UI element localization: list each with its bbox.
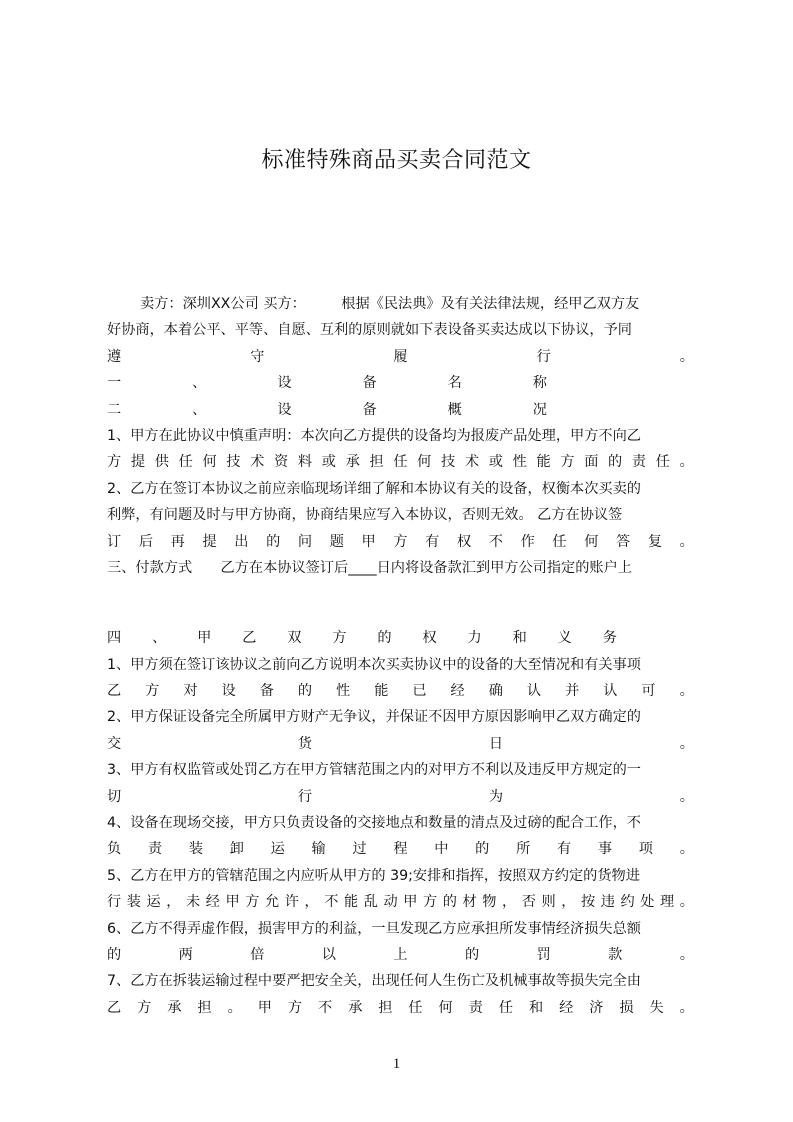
character: 能: [344, 894, 359, 911]
character: 罚: [536, 946, 551, 963]
character: ，: [304, 894, 319, 911]
character: 的: [297, 683, 313, 700]
character: 术: [250, 454, 265, 471]
character: 卸: [229, 841, 244, 858]
character: 项: [638, 841, 653, 858]
character: 四: [107, 630, 122, 647]
section-heading: [107, 397, 547, 423]
character: 设: [277, 375, 292, 392]
character: ，: [561, 894, 576, 911]
paragraph-line: [107, 995, 694, 1021]
character: 责: [468, 999, 483, 1016]
character: 任: [178, 454, 193, 471]
page-number: 1: [392, 1056, 401, 1072]
character: 有: [425, 533, 440, 550]
character: 。: [679, 894, 694, 911]
character: 方: [560, 454, 575, 471]
character: 乙: [242, 630, 257, 647]
character: 的: [377, 630, 392, 647]
character: 过: [352, 841, 367, 858]
character: 、: [192, 375, 207, 392]
character: 。: [679, 841, 694, 858]
character: 负: [107, 841, 122, 858]
character: 事: [597, 841, 613, 858]
character: 许: [284, 894, 299, 911]
character: 的: [442, 894, 457, 911]
paragraph-line: 1、甲方在此协议中慎重声明：本次向乙方提供的设备均为报废产品处理，甲方不向乙: [107, 427, 641, 444]
section-heading: [107, 370, 547, 396]
character: 有: [556, 841, 572, 858]
character: 甲: [225, 894, 240, 911]
character: 权: [456, 533, 472, 550]
character: 和: [528, 999, 544, 1016]
document-title: 标准特殊商品买卖合同范文: [261, 148, 532, 173]
character: 权: [422, 630, 437, 647]
paragraph-line: 7、乙方在拆装运输过程中要严把安全关，出现任何人生伤亡及机械事故等损失完全由: [107, 973, 641, 990]
character: 何: [417, 454, 432, 471]
character: 能: [374, 683, 389, 700]
character: 动: [383, 894, 398, 911]
character: 方: [145, 683, 160, 700]
character: 提: [202, 533, 217, 550]
character: 运: [270, 841, 285, 858]
character: 备: [362, 401, 377, 418]
paragraph-line: [107, 344, 694, 370]
paragraph-line: [107, 942, 694, 968]
character: 输: [311, 841, 326, 858]
character: 。: [679, 533, 694, 550]
paragraph-line: 4、设备在现场交接，甲方只负责设备的交接地点和数量的清点及过磅的配合工作，不: [107, 815, 641, 832]
character: 面: [584, 454, 599, 471]
character: 并: [565, 683, 580, 700]
character: 乱: [363, 894, 378, 911]
character: 未: [186, 894, 201, 911]
character: 所: [516, 841, 531, 858]
character: 违: [600, 894, 615, 911]
character: 两: [178, 946, 193, 963]
character: 任: [498, 999, 514, 1016]
character: 作: [520, 533, 535, 550]
character: 订: [107, 533, 122, 550]
character: 程: [393, 841, 408, 858]
character: 备: [259, 683, 274, 700]
paragraph-line: 卖方：深圳XX公司 买方： 根据《民法典》及有关法律法规，经甲乙双方友: [140, 296, 640, 312]
character: 设: [221, 683, 236, 700]
paragraph-line: 三、付款方式 乙方在本协议签订后____日内将设备款汇到甲方公司指定的账户上: [107, 559, 632, 576]
paragraph-line: [107, 889, 694, 915]
character: 担: [369, 454, 384, 471]
paragraph-line: 1、甲方须在签订该协议之前向乙方说明本次买卖协议中的设备的大至情况和有关事项: [107, 656, 641, 673]
character: 中: [434, 841, 449, 858]
character: 的: [475, 841, 490, 858]
character: 名: [447, 375, 462, 392]
paragraph-line: 5、乙方在甲方的管辖范围之内应听从甲方的 39;安排和指挥，按照双方约定的货物进: [107, 867, 640, 884]
character: 日: [488, 735, 504, 752]
character: 承: [348, 999, 363, 1016]
paragraph-line: [107, 449, 694, 475]
character: 担: [378, 999, 393, 1016]
character: 方: [287, 999, 303, 1016]
character: 。: [679, 788, 694, 805]
character: 的: [107, 946, 122, 963]
character: 的: [464, 946, 480, 963]
character: 何: [584, 533, 599, 550]
character: 再: [170, 533, 185, 550]
character: 力: [467, 630, 482, 647]
character: 失: [649, 999, 664, 1016]
paragraph-line: 3、甲方有权监管或处罚乙方在甲方管辖范围之内的对甲方不利以及违反甲方规定的一: [107, 762, 641, 779]
character: ，: [502, 894, 517, 911]
paragraph-line: [107, 784, 694, 810]
character: 运: [146, 894, 161, 911]
character: 否: [521, 894, 536, 911]
character: 复: [647, 533, 663, 550]
character: 认: [603, 683, 618, 700]
character: 和: [512, 630, 527, 647]
character: 义: [557, 630, 572, 647]
character: 承: [167, 999, 182, 1016]
character: 称: [532, 375, 547, 392]
character: 后: [138, 533, 154, 550]
character: 认: [526, 683, 542, 700]
character: 题: [329, 533, 344, 550]
contract-body: [107, 291, 694, 1021]
character: 不: [324, 894, 339, 911]
character: 。: [679, 735, 694, 752]
character: 方: [423, 894, 438, 911]
character: 方: [393, 533, 408, 550]
character: 装: [126, 894, 141, 911]
character: 答: [616, 533, 631, 550]
character: 物: [482, 894, 497, 911]
character: 技: [441, 454, 456, 471]
character: 允: [265, 894, 280, 911]
character: 倍: [250, 946, 265, 963]
character: 。: [679, 999, 694, 1016]
character: 责: [631, 454, 647, 471]
paragraph-line: [107, 529, 694, 555]
character: 甲: [403, 894, 418, 911]
paragraph-line: 6、乙方不得弄虚作假，损害甲方的利益，一旦发现乙方应承担所发事情经济损失总额: [107, 920, 641, 937]
character: 概: [447, 401, 462, 418]
character: 的: [608, 454, 623, 471]
character: 方: [245, 894, 260, 911]
character: 甲: [197, 630, 212, 647]
character: 资: [274, 454, 289, 471]
character: 设: [277, 401, 292, 418]
character: 装: [188, 841, 204, 858]
character: 遵: [107, 348, 122, 365]
paragraph-line: 2、甲方保证设备完全所属甲方财产无争议，并保证不因甲方原因影响甲乙双方确定的: [107, 709, 641, 726]
character: 或: [488, 454, 503, 471]
character: 任: [408, 999, 423, 1016]
character: 对: [183, 683, 198, 700]
character: 行: [536, 348, 551, 365]
character: 任: [552, 533, 567, 550]
character: 方: [332, 630, 347, 647]
character: 供: [154, 454, 169, 471]
paragraph-line: [107, 836, 694, 862]
character: 甲: [361, 533, 376, 550]
character: 二: [107, 401, 122, 418]
character: 性: [336, 683, 351, 700]
character: 、: [152, 630, 167, 647]
character: 任: [393, 454, 408, 471]
character: 方: [137, 999, 152, 1016]
character: 料: [297, 454, 313, 471]
character: 损: [619, 999, 634, 1016]
character: 以: [321, 946, 336, 963]
character: 的: [266, 533, 281, 550]
character: 担: [197, 999, 212, 1016]
blank-line: [107, 581, 694, 625]
paragraph-line: 2、乙方在签订本协议之前应亲临现场详细了解和本协议有关的设备，权衡本次买卖的: [107, 480, 641, 497]
character: 经: [450, 683, 465, 700]
character: 上: [393, 946, 408, 963]
character: 理: [660, 894, 675, 911]
character: 何: [202, 454, 217, 471]
character: 甲: [257, 999, 272, 1016]
character: 可: [641, 683, 656, 700]
character: 材: [462, 894, 477, 911]
character: 方: [107, 454, 122, 471]
character: 何: [438, 999, 453, 1016]
character: 交: [107, 735, 122, 752]
character: 确: [488, 683, 503, 700]
paragraph-line: 利弊，有问题及时与甲方协商，协商结果应写入本协议，否则无效。 乙方在协议签: [107, 507, 623, 524]
character: 责: [147, 841, 163, 858]
paragraph-line: 好协商，本着公平、平等、自愿、互利的原则就如下表设备买卖达成以下协议，予同: [107, 322, 632, 339]
character: 。: [679, 946, 694, 963]
character: 行: [107, 894, 122, 911]
character: 出: [234, 533, 249, 550]
character: 货: [297, 735, 313, 752]
character: 履: [393, 348, 408, 365]
character: 能: [536, 454, 551, 471]
character: 。: [679, 683, 694, 700]
character: 务: [602, 630, 617, 647]
character: 或: [321, 454, 336, 471]
section-heading: [107, 625, 617, 651]
paragraph-line: [107, 731, 694, 757]
character: 备: [362, 375, 377, 392]
paragraph-line: [107, 678, 694, 704]
character: 守: [250, 348, 265, 365]
character: 行: [297, 788, 313, 805]
character: 乙: [107, 999, 122, 1016]
character: 况: [532, 401, 547, 418]
character: 已: [412, 683, 427, 700]
character: 济: [589, 999, 604, 1016]
character: 性: [512, 454, 527, 471]
character: 则: [541, 894, 556, 911]
character: 术: [464, 454, 480, 471]
character: 不: [488, 533, 503, 550]
character: 经: [205, 894, 220, 911]
character: 按: [581, 894, 596, 911]
character: 任: [655, 454, 670, 471]
character: 乙: [107, 683, 122, 700]
character: 技: [226, 454, 241, 471]
character: 不: [317, 999, 333, 1016]
character: 提: [130, 454, 146, 471]
character: ，: [166, 894, 181, 911]
character: 一: [107, 375, 122, 392]
character: 经: [559, 999, 574, 1016]
character: 款: [608, 946, 623, 963]
character: 双: [287, 630, 302, 647]
character: 。: [227, 999, 242, 1016]
character: 承: [345, 454, 360, 471]
character: 处: [640, 894, 655, 911]
character: 、: [192, 401, 207, 418]
character: 切: [107, 788, 122, 805]
character: 。: [679, 454, 694, 471]
character: 问: [297, 533, 313, 550]
character: 约: [620, 894, 635, 911]
character: 为: [488, 788, 504, 805]
character: 。: [679, 348, 694, 365]
